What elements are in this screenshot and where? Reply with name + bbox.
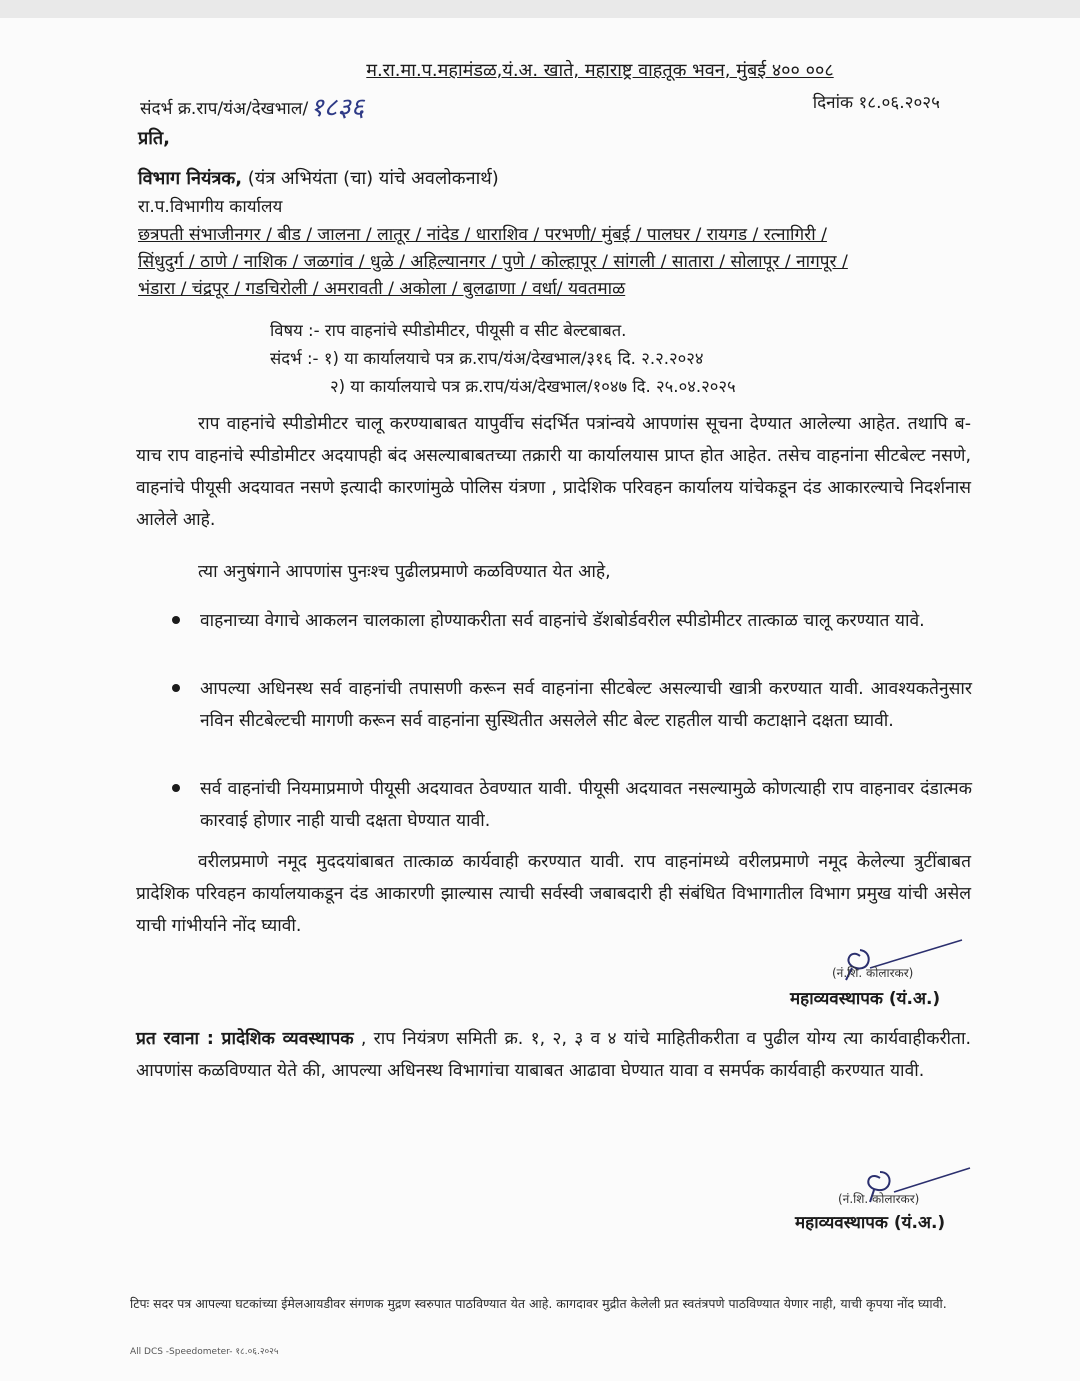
signatory-name-1: (नं.शि. कोलारकर) <box>832 966 914 980</box>
body-paragraph-3: वरीलप्रमाणे नमूद मुददयांबाबत तात्काळ कार्यवाही करण्यात यावी. राप वाहनांमध्ये वरीलप्रमाणे नमूद केलेल्या त्रुटींबाबत प्रादेशिक परिवहन कार्यालयाकडून दंड आकारणी झाल्यास त्याची सर्वस्वी जबाबदारी ही संबंधित विभागातील विभाग प्रमुख यांची असेल याची गांभीर्याने नोंद घ्यावी. <box>136 852 971 936</box>
footnote: टिपः सदर पत्र आपल्या घटकांच्या ईमेलआयडीवर संगणक मुद्रण स्वरुपात पाठविण्यात येत आहे. कागदावर मुद्रीत केलेली प्रत स्वतंत्रपणे पाठविण्यात येणार नाही, याची कृपया नोंद घ्यावी. <box>130 1296 947 1311</box>
letter-page <box>0 18 1080 1381</box>
reference-number <box>140 86 364 122</box>
salutation: प्रति, <box>138 128 171 149</box>
bullet-text: वाहनाच्या वेगाचे आकलन चालकाला होण्याकरीता सर्व वाहनांचे डॅशबोर्डवरील स्पीडोमीटर तात्काळ चालू करण्यात यावे. <box>200 611 925 631</box>
body-paragraph-1: राप वाहनांचे स्पीडोमीटर चालू करण्याबाबत यापुर्वीच संदर्भित पत्रांन्वये आपणांस सूचना देण्यात आलेल्या आहेत. तथापि ब-याच राप वाहनांचे स्पीडोमीटर अदयापही बंद असल्याबाबतच्या तक्रारी या कार्यालयास प्राप्त होत आहेत. तसेच वाहनांना सीटबेल्ट नसणे, वाहनांचे पीयूसी अदयावत नसणे इत्यादी कारणांमुळे पोलिस यंत्रणा , प्रादेशिक परिवहन कार्यालय यांचेकडून दंड आकारल्याचे निदर्शनास आलेले आहे. <box>136 414 971 530</box>
letterhead <box>0 58 1080 82</box>
bullet-dot-icon <box>172 684 180 692</box>
recipient-title-rest: (यंत्र अभियंता (चा) यांचे अवलोकनार्थ) <box>242 168 499 189</box>
subject-line: विषय :- राप वाहनांचे स्पीडोमीटर, पीयूसी व सीट बेल्टबाबत. <box>270 321 627 340</box>
subject-reference-1: संदर्भ :- १) या कार्यालयाचे पत्र क्र.राप/यंअ/देखभाल/३१६ दि. २.२.२०२४ <box>270 349 704 368</box>
signatory-title-1: महाव्यवस्थापक (यं.अ.) <box>790 989 941 1009</box>
signatory-title-2: महाव्यवस्थापक (यं.अ.) <box>795 1213 946 1233</box>
recipient-office: रा.प.विभागीय कार्यालय <box>138 197 283 217</box>
reference-prefix: संदर्भ क्र.राप/यंअ/देखभाल/ <box>140 99 309 119</box>
bullet-dot-icon <box>172 784 180 792</box>
offices-line-1: छत्रपती संभाजीनगर / बीड / जालना / लातूर / नांदेड / धाराशिव / परभणी/ मुंबई / पालघर / रायगड / रत्नागिरी / <box>138 225 827 245</box>
offices-line-2: सिंधुदुर्ग / ठाणे / नाशिक / जळगांव / धुळे / अहिल्यानगर / पुणे / कोल्हापूर / सांगली / सातारा / सोलापूर / नागपूर / <box>138 252 848 272</box>
bullet-item <box>172 605 972 637</box>
bullet-dot-icon <box>172 616 180 624</box>
recipient-title <box>138 166 499 190</box>
copy-to-paragraph <box>136 1023 971 1087</box>
bullet-text: आपल्या अधिनस्थ सर्व वाहनांची तपासणी करून सर्व वाहनांना सीटबेल्ट असल्याची खात्री करण्यात यावी. आवश्यकतेनुसार नविन सीटबेल्टची मागणी करून सर्व वाहनांना सुस्थितीत असलेले सीट बेल्ट राहतील याची कटाक्षाने दक्षता घ्यावी. <box>200 679 972 731</box>
body-paragraph-2: त्या अनुषंगाने आपणांस पुनःश्च पुढीलप्रमाणे कळविण्यात येत आहे, <box>198 562 611 582</box>
bullet-text: सर्व वाहनांची नियमाप्रमाणे पीयूसी अदयावत ठेवण्यात यावी. पीयूसी अदयावत नसल्यामुळे कोणत्याही राप वाहनावर दंडात्मक कारवाई होणार नाही याची दक्षता घेण्यात यावी. <box>200 779 972 831</box>
footer-code: All DCS -Speedometer- १८.०६.२०२५ <box>130 1347 279 1357</box>
letterhead-text: म.रा.मा.प.महामंडळ,यं.अ. खाते, महाराष्ट्र वाहतूक भवन, मुंबई ४०० ००८ <box>366 60 834 81</box>
letter-date: दिनांक १८.०६.२०२५ <box>812 93 940 113</box>
offices-line-3: भंडारा / चंद्रपूर / गडचिरोली / अमरावती / अकोला / बुलढाणा / वर्धा/ यवतमाळ <box>138 279 626 299</box>
copy-to-text: , राप नियंत्रण समिती क्र. १, २, ३ व ४ यांचे माहितीकरीता व पुढील योग्य त्या कार्यवाहीकरीता. आपणांस कळविण्यात येते की, आपल्या अधिनस्थ विभागांचा याबाबत आढावा घेण्यात यावा व समर्पक कार्यवाही करण्यात यावी. <box>136 1029 972 1081</box>
bullet-item <box>172 673 972 737</box>
recipient-title-bold: विभाग नियंत्रक, <box>138 168 243 189</box>
handwritten-number: १८३६ <box>310 93 365 123</box>
signatory-name-2: (नं.शि. कोलारकर) <box>838 1192 920 1206</box>
bullet-item <box>172 773 972 837</box>
copy-to-label: प्रत रवाना : प्रादेशिक व्यवस्थापक <box>136 1029 354 1049</box>
subject-reference-2: २) या कार्यालयाचे पत्र क्र.राप/यंअ/देखभाल/१०४७ दि. २५.०४.२०२५ <box>330 377 736 396</box>
